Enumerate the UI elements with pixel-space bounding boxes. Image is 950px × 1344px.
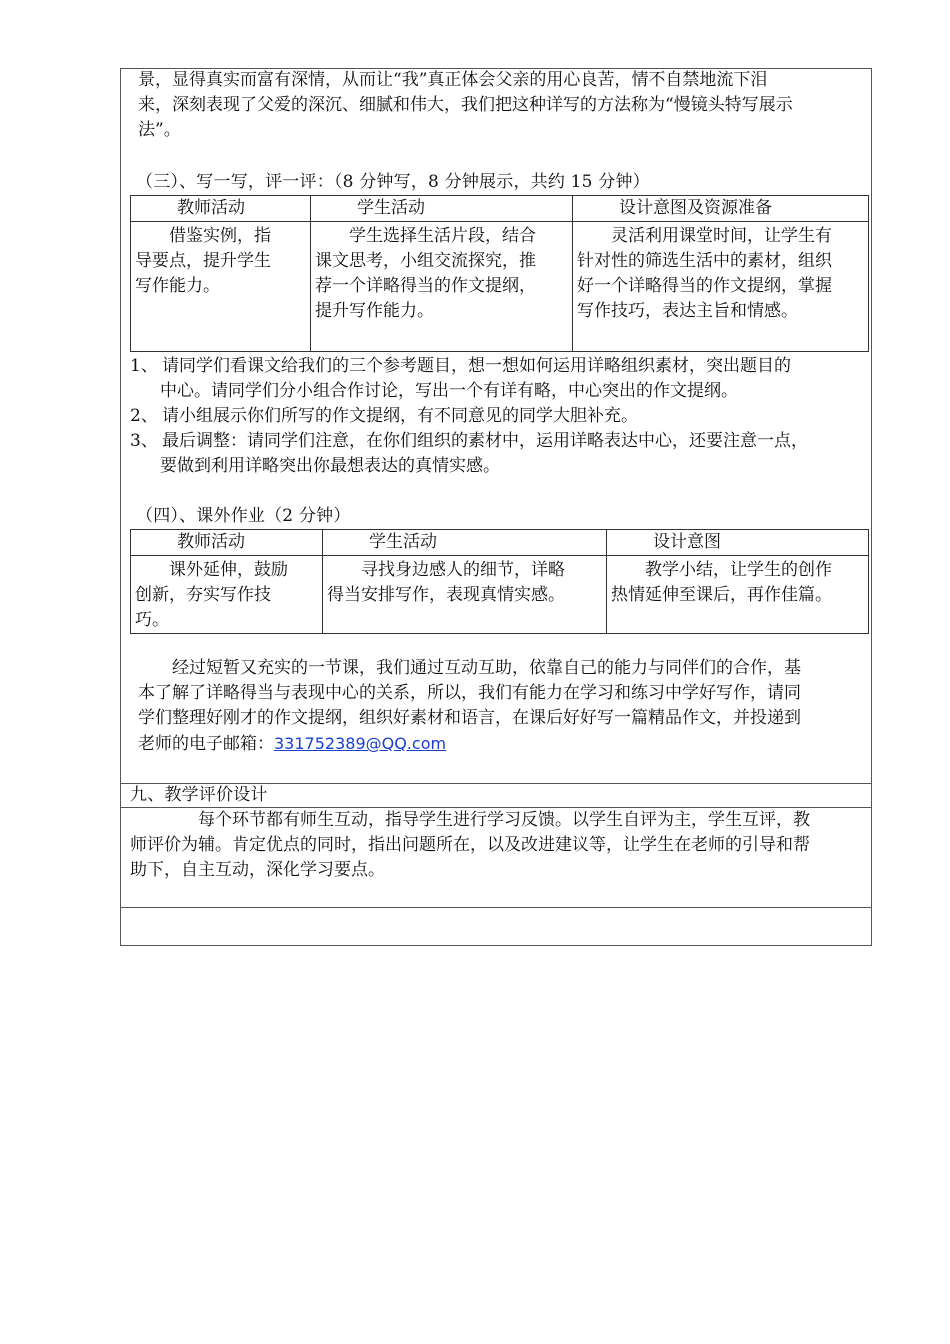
list-number: 3、 bbox=[130, 431, 158, 451]
email-label: 老师的电子邮箱： bbox=[138, 734, 274, 754]
teacher-activity-cell bbox=[131, 556, 323, 634]
intro-line: 来，深刻表现了父爱的深沉、细腻和伟大，我们把这种详写的方法称为“慢镜头特写展示 bbox=[138, 95, 793, 115]
divider bbox=[121, 907, 871, 908]
cell-line: 借鉴实例，指 bbox=[169, 226, 271, 246]
cell-line: 得当安排写作，表现真情实感。 bbox=[327, 585, 565, 605]
cell-line: 写作技巧，表达主旨和情感。 bbox=[577, 301, 798, 321]
cell-line: 针对性的筛选生活中的素材，组织 bbox=[577, 251, 832, 271]
list-line: 请同学们看课文给我们的三个参考题目，想一想如何运用详略组织素材，突出题目的 bbox=[162, 356, 791, 376]
evaluation-line: 助下，自主互动，深化学习要点。 bbox=[130, 860, 385, 880]
student-activity-cell bbox=[323, 556, 607, 634]
cell-line: 寻找身边感人的细节，详略 bbox=[361, 560, 565, 580]
list-number: 2、 bbox=[130, 406, 158, 426]
section9-paragraph bbox=[130, 808, 810, 883]
table-header: 设计意图 bbox=[607, 530, 869, 556]
section4-heading: （四）、课外作业（2 分钟） bbox=[136, 506, 351, 526]
evaluation-line: 每个环节都有师生互动，指导学生进行学习反馈。以学生自评为主，学生互评，教 bbox=[198, 810, 810, 830]
list-line: 要做到利用详略突出你最想表达的真情实感。 bbox=[160, 456, 500, 476]
list-line: 请小组展示你们所写的作文提纲，有不同意见的同学大胆补充。 bbox=[162, 406, 638, 426]
section3-list bbox=[130, 354, 870, 479]
cell-line: 创新，夯实写作技 bbox=[135, 585, 271, 605]
cell-line: 热情延伸至课后，再作佳篇。 bbox=[611, 585, 832, 605]
cell-line: 写作能力。 bbox=[135, 276, 220, 296]
list-line: 中心。请同学们分小组合作讨论，写出一个有详有略，中心突出的作文提纲。 bbox=[160, 381, 738, 401]
list-item bbox=[130, 404, 870, 429]
design-intent-cell bbox=[607, 556, 869, 634]
section3-table bbox=[130, 195, 869, 352]
section3-heading: （三）、写一写，评一评：（8 分钟写，8 分钟展示，共约 15 分钟） bbox=[136, 172, 650, 192]
cell-line: 好一个详略得当的作文提纲，掌握 bbox=[577, 276, 832, 296]
closing-line: 本了解了详略得当与表现中心的关系，所以，我们有能力在学习和练习中学好写作，请同 bbox=[138, 683, 801, 703]
table-header: 设计意图及资源准备 bbox=[573, 196, 869, 222]
closing-line: 学们整理好刚才的作文提纲，组织好素材和语言，在课后好好写一篇精品作文，并投递到 bbox=[138, 708, 801, 728]
email-link[interactable]: 331752389@QQ.com bbox=[274, 734, 447, 753]
table-header: 学生活动 bbox=[323, 530, 607, 556]
student-activity-cell bbox=[311, 222, 573, 352]
list-item bbox=[130, 429, 870, 479]
section9-heading: 九、教学评价设计 bbox=[130, 785, 268, 805]
cell-line: 灵活利用课堂时间，让学生有 bbox=[611, 226, 832, 246]
cell-line: 课文思考，小组交流探究，推 bbox=[315, 251, 536, 271]
table-header: 教师活动 bbox=[131, 530, 323, 556]
closing-paragraph bbox=[138, 656, 801, 757]
cell-line: 荐一个详略得当的作文提纲， bbox=[315, 276, 536, 296]
teacher-activity-cell bbox=[131, 222, 311, 352]
cell-line: 学生选择生活片段，结合 bbox=[349, 226, 536, 246]
cell-line: 巧。 bbox=[135, 610, 169, 630]
list-number: 1、 bbox=[130, 356, 158, 376]
cell-line: 导要点，提升学生 bbox=[135, 251, 271, 271]
evaluation-line: 师评价为辅。肯定优点的同时，指出问题所在，以及改进建议等，让学生在老师的引导和帮 bbox=[130, 835, 810, 855]
intro-line: 法”。 bbox=[138, 120, 181, 140]
table-header: 教师活动 bbox=[131, 196, 311, 222]
closing-line: 经过短暂又充实的一节课，我们通过互动互助，依靠自己的能力与同伴们的合作，基 bbox=[172, 658, 801, 678]
cell-line: 提升写作能力。 bbox=[315, 301, 434, 321]
intro-paragraph bbox=[138, 68, 793, 143]
design-intent-cell bbox=[573, 222, 869, 352]
list-line: 最后调整：请同学们注意，在你们组织的素材中，运用详略表达中心，还要注意一点， bbox=[162, 431, 808, 451]
table-header: 学生活动 bbox=[311, 196, 573, 222]
intro-line: 景，显得真实而富有深情，从而让“我”真正体会父亲的用心良苦，情不自禁地流下泪 bbox=[138, 70, 768, 90]
cell-line: 课外延伸，鼓励 bbox=[169, 560, 288, 580]
section4-table bbox=[130, 529, 869, 634]
cell-line: 教学小结，让学生的创作 bbox=[645, 560, 832, 580]
closing-line bbox=[138, 731, 801, 757]
list-item bbox=[130, 354, 870, 404]
